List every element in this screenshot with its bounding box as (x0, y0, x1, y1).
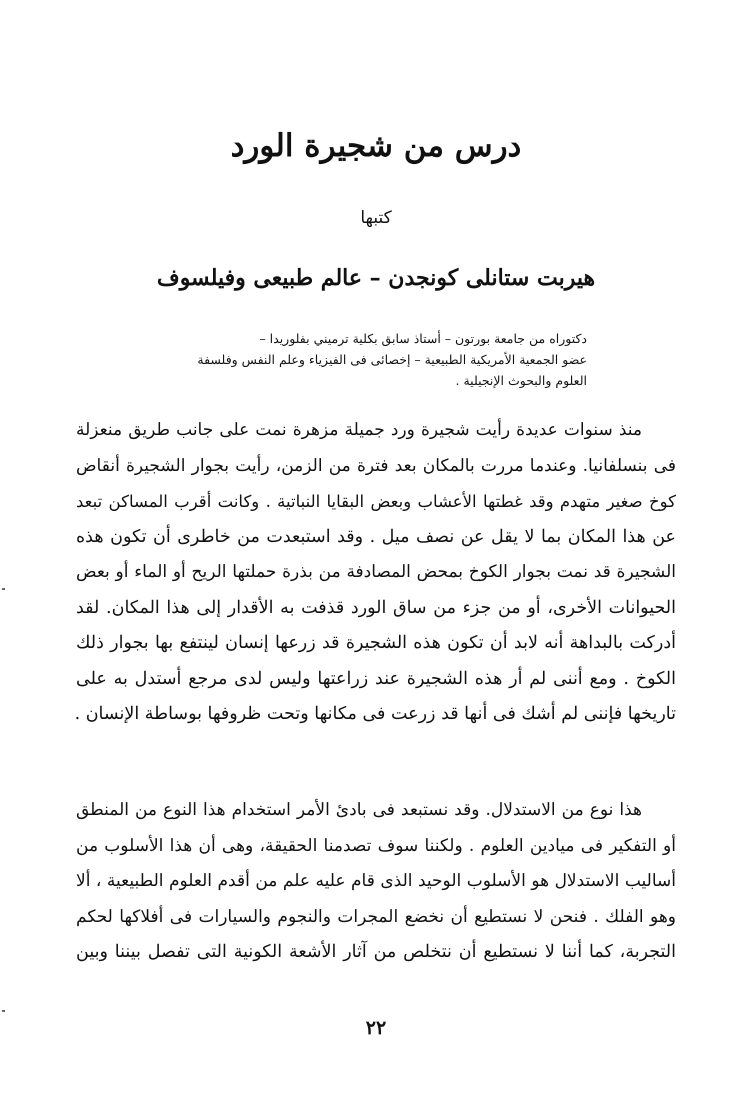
text-line: هذا نوع من الاستدلال. وقد نستبعد فى بادئ الأمر استخدام هذا النوع من المنطق (76, 800, 642, 820)
author-name: هيربت ستانلى كونجدن – عالم طبيعى وفيلسوف (156, 265, 596, 291)
credentials-line: العلوم والبحوث الإنجيلية . (455, 373, 587, 388)
text-line: منذ سنوات عديدة رأيت شجيرة ورد جميلة مزهرة نمت على جانب طريق منعزلة (76, 420, 642, 440)
scan-margin-mark (2, 1010, 5, 1012)
credentials-line: عضو الجمعية الأمريكية الطبيعية – إخصائى فى الفيزياء وعلم النفس وفلسفة (197, 352, 587, 367)
text-line: كوخ صغير متهدم وقد غطتها الأعشاب وبعض البقايا النباتية . وكانت أقرب المساكن تبعد (76, 492, 676, 511)
text-line: الكوخ . ومع أننى لم أر هذه الشجيرة عند زراعتها وليس لدى مرجع أستدل به على (76, 668, 676, 689)
byline-label: كتبها (360, 208, 392, 228)
paragraph-1 (76, 413, 676, 733)
text-line: أساليب الاستدلال هو الأسلوب الوحيد الذى قام عليه علم من أقدم العلوم الطبيعية ، ألا (76, 871, 676, 891)
page-number: ٢٢ (365, 1017, 387, 1039)
article-title: درس من شجيرة الورد (230, 128, 522, 164)
text-line: عن هذا المكان بما لا يقل عن نصف ميل . وقد استبعدت من خاطرى أن تكون هذه (76, 526, 676, 547)
credentials-line: دكتوراه من جامعة بورتون – أستاذ سابق بكلية ترميني بفلوريدا – (259, 331, 587, 346)
text-line: وهو الفلك . فنحن لا نستطيع أن نخضع المجرات والنجوم والسيارات فى أفلاكها لحكم (76, 906, 676, 927)
text-line: الشجيرة قد نمت بجوار الكوخ بمحض المصادفة من بذرة حملتها الريح أو الماء أو بعض (76, 562, 676, 582)
text-line: الحيوانات الأخرى، أو من جزء من ساق الورد قذفت به الأقدار إلى هذا المكان. لقد (76, 597, 676, 618)
text-line: أو التفكير فى ميادين العلوم . ولكننا سوف تصدمنا الحقيقة، وهى أن هذا الأسلوب من (76, 835, 676, 856)
text-line: فى بنسلفانيا. وعندما مررت بالمكان بعد فترة من الزمن، رأيت بجوار الشجيرة أنقاض (76, 455, 676, 476)
text-line: أدركت بالبداهة أنه لابد أن تكون هذه الشجيرة قد زرعها إنسان لينتفع بها بجوار ذلك (76, 633, 676, 653)
author-credentials (92, 328, 587, 391)
scan-margin-mark (2, 588, 5, 590)
paragraph-2 (76, 793, 676, 971)
text-line: تاريخها فإننى لم أشك فى أنها قد زرعت فى مكانها وتحت ظروفها بوساطة الإنسان . (74, 704, 676, 724)
text-line: التجربة، كما أننا لا نستطيع أن نتخلص من آثار الأشعة الكونية التى تفصل بيننا وبين (76, 942, 676, 962)
